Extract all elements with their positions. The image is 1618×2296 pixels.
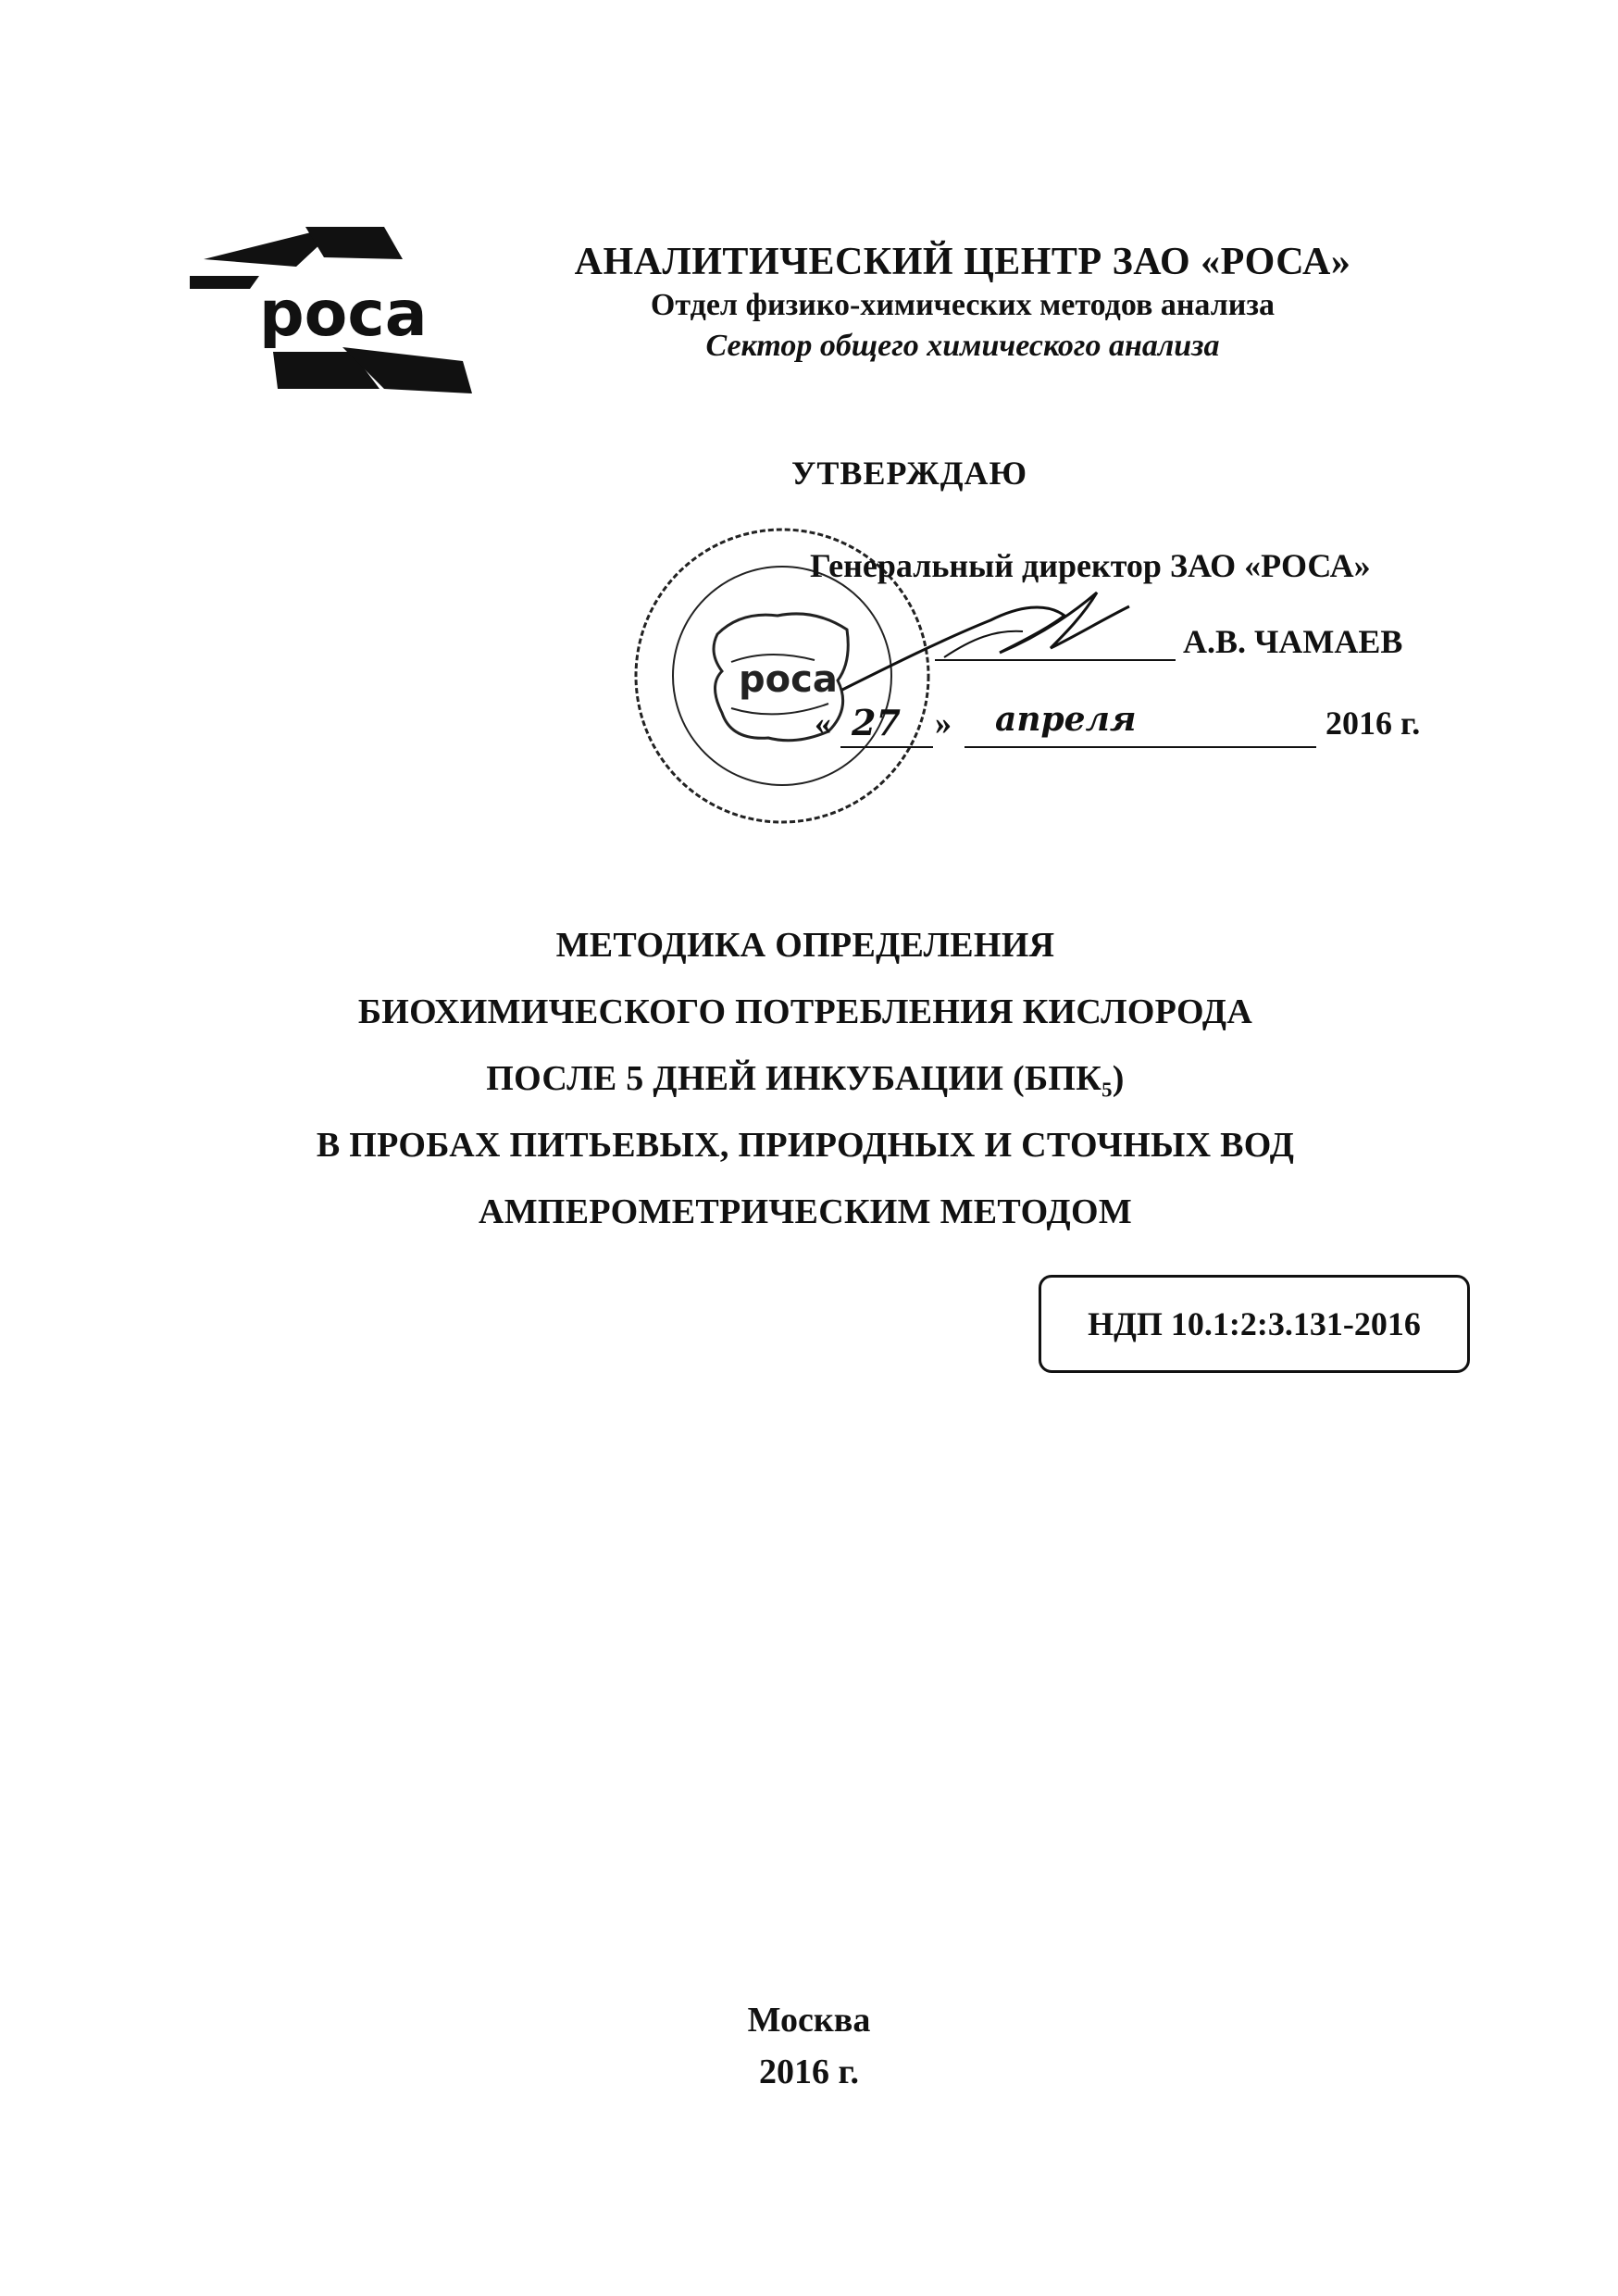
title-line: АМПЕРОМЕТРИЧЕСКИМ МЕТОДОМ [478,1192,1133,1231]
publication-year: 2016 г. [759,2053,859,2091]
document-code-box [1039,1275,1470,1373]
organization-name: АНАЛИТИЧЕСКИЙ ЦЕНТР ЗАО «РОСА» [574,241,1351,283]
approval-date [815,700,1425,759]
document-code: НДП 10.1:2:3.131-2016 [1088,1305,1421,1342]
approval-heading: УТВЕРЖДАЮ [791,455,1028,492]
date-day: 27 [852,702,901,743]
document-title [185,912,1425,1245]
department-name: Отдел физико-химических методов анализа [650,288,1276,322]
title-line: МЕТОДИКА ОПРЕДЕЛЕНИЯ [555,926,1055,965]
director-position: Генеральный директор ЗАО «РОСА» [810,547,1371,584]
date-month: апреля [995,700,1137,739]
sector-name: Сектор общего химического анализа [705,329,1220,363]
date-month-line [965,746,1316,748]
date-day-line [840,746,933,748]
date-close-quote: » [935,705,952,742]
title-line: БИОХИМИЧЕСКОГО ПОТРЕБЛЕНИЯ КИСЛОРОДА [357,992,1253,1031]
organization-header [518,239,1407,367]
company-logo [185,222,481,398]
director-name: А.В. ЧАМАЕВ [1183,623,1403,660]
city: Москва [747,2001,871,2040]
date-open-quote: « [815,705,831,742]
title-line: ПОСЛЕ 5 ДНЕЙ ИНКУБАЦИИ (БПК₅) [486,1059,1125,1098]
date-year: 2016 г. [1326,705,1421,742]
signature-line [935,659,1176,661]
title-line: В ПРОБАХ ПИТЬЕВЫХ, ПРИРОДНЫХ И СТОЧНЫХ ВОД [316,1126,1295,1165]
seal-text: роса [739,658,838,701]
logo-text: роса [259,278,428,351]
director-signature [833,565,1139,704]
